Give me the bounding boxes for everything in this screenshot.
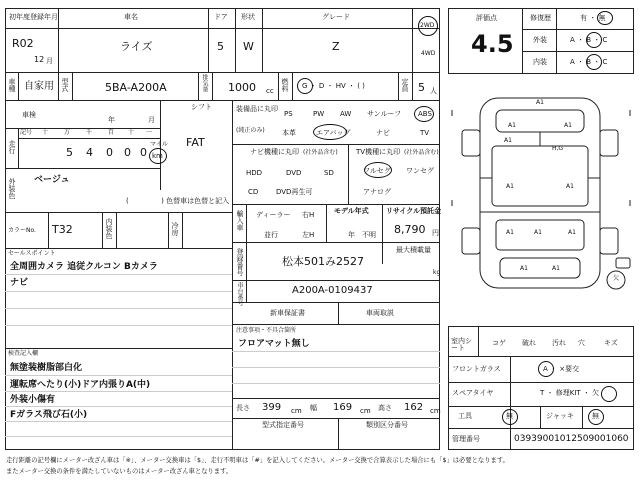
tools-label: 工具 [458, 412, 472, 420]
equip-aw: AW [340, 110, 352, 118]
seat-item: キズ [604, 339, 618, 347]
mileage-unit-mile: マイル [150, 141, 168, 148]
class-label: 類別区分番号 [366, 421, 408, 429]
fuel-options: G ・ D ・ HV ・ ( ) [302, 82, 365, 90]
chassis: A200A-0109437 [292, 285, 373, 296]
capacity-label: 定員 [401, 78, 409, 92]
spare-label: スペアタイヤ [452, 389, 494, 397]
inspection-label: 車検 [22, 111, 36, 119]
displacement-label: 排気量 [201, 74, 208, 92]
exterior-label: 外装 [533, 36, 547, 44]
equip-leather: 本革 [282, 129, 296, 137]
capacity: 5 [418, 81, 425, 94]
equip-navi: ナビ [376, 129, 390, 137]
ac-label: 冷房 [171, 222, 179, 236]
seat-item: 破れ [522, 339, 536, 347]
first-reg-month: 12 [34, 55, 45, 64]
height-label: 高さ [378, 404, 392, 412]
footer-line-2: またメーター交換の条件を満たしていないものはメーター改ざん車となります。 [6, 468, 233, 475]
type: 5BA-A200A [105, 81, 167, 94]
displacement-unit: cc [266, 87, 274, 95]
nav-hdd: HDD [246, 169, 263, 177]
score-value: 4.5 [471, 30, 514, 58]
model-name-label: 車名 [124, 13, 138, 21]
shape-label: 形状 [241, 13, 255, 21]
equip-pw: PW [313, 110, 325, 118]
mileage-digit: 0 [140, 146, 147, 159]
seat-item: コゲ [492, 339, 506, 347]
tools-value: 無 [506, 412, 513, 420]
model-year-unit: 年 [348, 231, 355, 239]
interior-options: A ・ B ・ C [570, 58, 608, 66]
diagram-mark-5: A1 [506, 183, 514, 190]
first-reg-label: 初年度登録年月 [9, 13, 58, 21]
inspection-year-unit: 年 [108, 116, 115, 124]
exterior-options: A ・ B ・ C [570, 36, 608, 44]
import-right: 右H [302, 211, 315, 219]
nav-note: (社外品含む) [303, 149, 338, 156]
plate-label: 登録番号 [236, 248, 244, 276]
car-diagram [448, 80, 634, 322]
seat-item: 穴 [578, 339, 585, 347]
color-no-label: カラーNo. [8, 227, 36, 234]
chassis-label: 車台番号 [236, 282, 243, 306]
import-dealer: ディーラー [256, 211, 291, 219]
score-label: 評価点 [476, 14, 497, 22]
mileage-digit: 0 [124, 146, 131, 159]
color-note: ( ) 色替車は色替と記入 [126, 197, 230, 205]
warranty: 新車保証書 [270, 309, 305, 317]
repair-label: 修復歴 [530, 14, 551, 22]
diagram-mark-8: A1 [534, 229, 542, 236]
width: 169 [333, 402, 353, 413]
front-glass-options: A ・ ×要交 [543, 365, 580, 373]
height: 162 [404, 402, 424, 413]
interior-color-label: 内装色 [105, 218, 113, 239]
mileage-unit-label: 千 [86, 129, 93, 136]
spare-options: T ・ 修理KIT ・ 欠 [540, 389, 600, 397]
nav-cd: CD [248, 188, 259, 196]
equip-tv: TV [420, 129, 430, 137]
capacity-unit: 人 [430, 87, 437, 95]
length-label: 長さ [236, 404, 250, 412]
mileage-unit-km: km [152, 152, 163, 160]
color-no: T32 [52, 223, 73, 236]
displacement: 1000 [228, 81, 256, 94]
width-label: 幅 [310, 404, 317, 412]
inspection-month-unit: 月 [148, 116, 155, 124]
diagram-mark-1: A1 [536, 99, 544, 106]
max-load-unit: kg [433, 269, 441, 276]
mileage-digit: 5 [66, 146, 73, 159]
model-year-value: 不明 [362, 231, 376, 239]
diagram-mark-6: A1 [566, 183, 574, 190]
diagram-mark-7: A1 [506, 229, 514, 236]
diagram-mark-12: A1 [552, 265, 560, 272]
notes-text: フロアマット無し [238, 339, 310, 349]
tv-oneseg: ワンセグ [406, 167, 434, 175]
equip-abs: ABS [418, 110, 432, 118]
diagram-mark-2: A1 [508, 122, 516, 129]
first-reg-year: R02 [12, 37, 34, 50]
mileage-unit-label: 記号 [20, 129, 33, 136]
sales-line-1: 全周囲カメラ 追従クルコン Bカメラ [10, 262, 158, 272]
model-name: ライズ [120, 40, 153, 53]
mileage-unit-label: 百 [108, 129, 115, 136]
manage-label: 管理番号 [452, 435, 480, 443]
equipment-title: 装備品に丸印 [236, 105, 278, 113]
tv-note: (社外品含む) [404, 149, 439, 156]
length: 399 [262, 402, 282, 413]
use: 自家用 [24, 81, 54, 92]
type-label: 型式 [61, 78, 69, 92]
jack-value: 無 [592, 412, 599, 420]
doors-label: ドア [214, 13, 228, 21]
mileage-unit-label: 万 [64, 129, 71, 136]
recycle-value: 8,790 [394, 223, 426, 236]
inspector-label: 検査記入欄 [8, 350, 39, 357]
footer-line-1: 走行距離の記号欄にメーター改ざん車は「※」、メーター交換車は「$」、走行不明車は「#」を記入してください。メーター交換で合算表示した場合にも「$」は必要となります。 [6, 457, 509, 464]
height-unit: cm [430, 407, 441, 415]
manual: 車両取説 [366, 309, 394, 317]
notes-label: 注意事項・不具合箇所 [236, 327, 297, 334]
mileage-unit-label: 一 [146, 129, 153, 136]
diagram-mark-9: A1 [568, 229, 576, 236]
drive-4wd: 4WD [421, 50, 436, 57]
plate: 松本501み2527 [282, 255, 364, 268]
mileage-unit-label: 十 [42, 129, 49, 136]
diagram-mark-13: 欠 [613, 275, 620, 282]
mileage-digit: 4 [86, 146, 93, 159]
fuel-label: 燃料 [281, 78, 289, 92]
recycle-label: リサイクル預託金 [386, 207, 442, 215]
drive-2wd: 2WD [420, 22, 435, 29]
type-no-label: 型式指定番号 [262, 421, 304, 429]
color: ベージュ [34, 175, 70, 185]
nav-dvd-play: DVD再生可 [276, 188, 313, 196]
mileage-digit: 0 [106, 146, 113, 159]
inspector-line-1: 無塗装樹脂部白化 [10, 363, 83, 373]
use-label: 車種 [8, 78, 16, 92]
first-reg-month-unit: 月 [46, 57, 53, 65]
import-parallel: 並行 [264, 231, 278, 239]
tv-title: TV機種に丸印 [356, 148, 401, 156]
inspector-line-2: 運転席へたり(小)ドア内張りA(中) [10, 380, 151, 390]
grade-label: グレード [322, 13, 350, 21]
nav-sd: SD [324, 169, 334, 177]
diagram-mark-4: A1 [504, 137, 512, 144]
seat-item: 汚れ [552, 339, 566, 347]
shape: W [243, 40, 254, 53]
nav-dvd: DVD [286, 169, 302, 177]
spare-circle [601, 386, 617, 402]
import-label: 輸入車 [236, 210, 244, 231]
model-year-label: モデル年式 [334, 207, 369, 215]
recycle-unit: 円 [432, 229, 439, 237]
manage-no: 039390010125090010​60 [514, 434, 629, 444]
sales-line-2: ナビ [10, 278, 29, 288]
diagram-mark-11: A1 [520, 265, 528, 272]
front-glass-label: フロントガラス [452, 365, 501, 373]
tv-analog: アナログ [363, 188, 391, 196]
doors: 5 [217, 40, 224, 53]
repair-options: 有 ・ 無 [580, 14, 606, 22]
interior-seat-label: 室内シート [451, 337, 472, 352]
shift-label: シフト [191, 103, 212, 111]
jack-label: ジャッキ [546, 412, 574, 420]
grade: Z [332, 40, 340, 53]
mileage-label: 走行 [8, 140, 16, 154]
equip-ps: PS [284, 110, 293, 118]
width-unit: cm [360, 407, 371, 415]
inspector-line-3: 外装小傷有 [10, 395, 56, 405]
equip-sunroof: サンルーフ [367, 110, 402, 118]
color-label: 外装色 [8, 178, 16, 199]
tv-fullseg: フルセグ [363, 167, 391, 175]
mileage-unit-label: 十 [128, 129, 135, 136]
max-load-label: 最大積載量 [396, 246, 431, 254]
diagram-mark-3: A1 [564, 122, 572, 129]
equip-airbag: エアバッグ [316, 129, 351, 137]
nav-title: ナビ機種に丸印 [250, 148, 299, 156]
diagram-mark-10: H,G [552, 145, 564, 152]
shift: FAT [186, 136, 205, 149]
equipment-subtitle: (純正のみ) [236, 127, 265, 134]
sales-points-label: セールスポイント [8, 250, 56, 257]
interior-label: 内装 [533, 58, 547, 66]
inspector-line-4: Fガラス飛び石(小) [10, 410, 88, 420]
length-unit: cm [291, 407, 302, 415]
import-left: 左H [302, 231, 315, 239]
